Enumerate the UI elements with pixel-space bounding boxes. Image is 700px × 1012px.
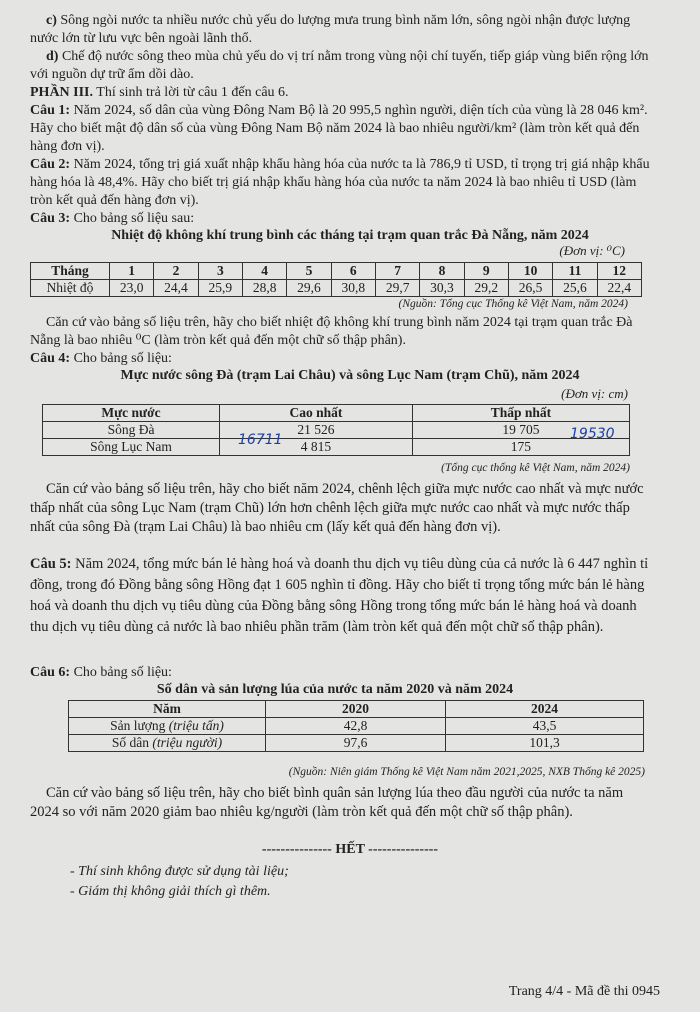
- table-row: [69, 718, 644, 735]
- table-cell: 30,3: [420, 280, 464, 297]
- table-cell: Số dân (triệu người): [69, 735, 266, 752]
- table-2-unit: (Đơn vị: cm): [561, 386, 628, 401]
- table-header: Mực nước: [43, 405, 220, 422]
- table-header: 2024: [446, 701, 644, 718]
- table-header: 2020: [266, 701, 446, 718]
- table-cell: 28,8: [242, 280, 286, 297]
- question-1: Câu 1: Năm 2024, số dân của vùng Đông Nam Bộ là 20 995,5 nghìn người, diện tích của vùng là 28 046 km². Hãy cho biết mật độ dân số của vùng Đông Nam Bộ năm 2024 là bao nhiêu người/km² (làm tròn kết quả đến hàng đơn vị).: [30, 103, 648, 154]
- table-row: [69, 701, 644, 718]
- question-3-prompt: Căn cứ vào bảng số liệu trên, hãy cho biết nhiệt độ không khí trung bình năm 2024 tại trạm quan trắc Đà Nẵng là bao nhiêu ⁰C (làm tròn kết quả đến một chữ số thập phân).: [30, 315, 633, 348]
- part-three-heading: PHẦN III. Thí sinh trả lời từ câu 1 đến câu 6.: [30, 85, 289, 100]
- table-cell: 101,3: [446, 735, 644, 752]
- table-row: [31, 280, 642, 297]
- table-3-title: Số dân và sản lượng lúa của nước ta năm 2020 và năm 2024: [156, 682, 514, 697]
- table-1-unit: (Đơn vị: ⁰C): [559, 243, 625, 258]
- table-cell: 42,8: [266, 718, 446, 735]
- handwritten-note: 16711: [238, 432, 283, 448]
- table-cell: 12: [597, 263, 641, 280]
- table-cell: 2: [154, 263, 198, 280]
- table-cell: 25,9: [198, 280, 242, 297]
- table-2-source: (Tổng cục thống kê Việt Nam, năm 2024): [441, 462, 630, 474]
- question-6: Câu 6: Cho bảng số liệu:: [30, 665, 172, 680]
- table-cell: 23,0: [110, 280, 154, 297]
- table-cell: 6: [331, 263, 375, 280]
- table-cell: 25,6: [553, 280, 597, 297]
- table-cell: Sông Lục Nam: [43, 439, 220, 456]
- question-4: Câu 4: Cho bảng số liệu:: [30, 351, 172, 366]
- table-header: Thấp nhất: [412, 405, 629, 422]
- table-2-title: Mực nước sông Đà (trạm Lai Châu) và sông Lục Nam (trạm Chũ), năm 2024: [120, 368, 580, 383]
- table-cell: 24,4: [154, 280, 198, 297]
- question-3: Câu 3: Cho bảng số liệu sau:: [30, 211, 195, 226]
- table-cell: 5: [287, 263, 331, 280]
- table-row: [43, 422, 630, 439]
- table-row: [31, 263, 642, 280]
- table-cell: 8: [420, 263, 464, 280]
- table-row: [43, 439, 630, 456]
- table-cell: 30,8: [331, 280, 375, 297]
- table-header: Cao nhất: [220, 405, 413, 422]
- table-3-source: (Nguồn: Niên giám Thống kê Việt Nam năm 2021,2025, NXB Thống kê 2025): [288, 766, 645, 778]
- table-cell: 22,4: [597, 280, 641, 297]
- handwritten-note: 19530: [570, 426, 615, 442]
- table-cell: 29,2: [464, 280, 508, 297]
- row-header: Nhiệt độ: [31, 280, 110, 297]
- table-cell: 4: [242, 263, 286, 280]
- table-cell: Sản lượng (triệu tấn): [69, 718, 266, 735]
- table-cell: Sông Đà: [43, 422, 220, 439]
- question-6-prompt: Căn cứ vào bảng số liệu trên, hãy cho biết bình quân sản lượng lúa theo đầu người của nước ta năm 2024 so với năm 2020 giảm bao nhiêu kg/người (làm tròn kết quả đến một chữ số thập phân).: [30, 785, 624, 820]
- table-cell: 97,6: [266, 735, 446, 752]
- table-cell: 26,5: [508, 280, 552, 297]
- table-cell: 29,6: [287, 280, 331, 297]
- table-cell: 19 705: [412, 422, 629, 439]
- table-cell: 11: [553, 263, 597, 280]
- option-c: c) Sông ngòi nước ta nhiều nước chủ yếu do lượng mưa trung bình năm lớn, sông ngòi nhận được lượng nước lớn từ lưu vực bên ngoài lãnh thổ.: [30, 13, 631, 46]
- question-5: Câu 5: Năm 2024, tổng mức bán lẻ hàng hoá và doanh thu dịch vụ tiêu dùng của cả nước là 6 447 nghìn tỉ đồng, trong đó Đồng bằng sông Hồng đạt 1 605 nghìn tỉ đồng. Hãy cho biết tỉ trọng tổng mức bán lẻ hàng hoá và doanh thu dịch vụ tiêu dùng của Đồng bằng sông Hồng trong tổng mức bán lẻ hàng hoá và doanh thu dịch vụ tiêu dùng cả nước là bao nhiêu phần trăm (làm tròn kết quả đến một chữ số thập phân).: [30, 556, 649, 635]
- option-d: d) Chế độ nước sông theo mùa chủ yếu do vị trí nằm trong vùng nội chí tuyến, tiếp giáp vùng biển rộng lớn với nguồn dự trữ ẩm dồi dào.: [30, 49, 649, 82]
- end-marker: --------------- HẾT ---------------: [261, 842, 439, 857]
- table-cell: 29,7: [375, 280, 419, 297]
- table-cell: 43,5: [446, 718, 644, 735]
- table-cell: 7: [375, 263, 419, 280]
- table-1-title: Nhiệt độ không khí trung bình các tháng tại trạm quan trắc Đà Nẵng, năm 2024: [111, 228, 589, 243]
- table-cell: 1: [110, 263, 154, 280]
- table-cell: 9: [464, 263, 508, 280]
- temperature-table: [30, 262, 642, 297]
- population-rice-table: [68, 700, 644, 752]
- table-cell: 21 526: [220, 422, 413, 439]
- table-cell: 175: [412, 439, 629, 456]
- table-1-source: (Nguồn: Tổng cục Thống kê Việt Nam, năm 2024): [398, 298, 628, 310]
- table-row: [69, 735, 644, 752]
- page-footer: Trang 4/4 - Mã đề thi 0945: [508, 984, 660, 999]
- table-cell: 10: [508, 263, 552, 280]
- table-header: Năm: [69, 701, 266, 718]
- exam-note: - Thí sinh không được sử dụng tài liệu;: [70, 864, 289, 879]
- row-header: Tháng: [31, 263, 110, 280]
- table-row: [43, 405, 630, 422]
- table-cell: 4 815: [220, 439, 413, 456]
- exam-note: - Giám thị không giải thích gì thêm.: [70, 884, 271, 899]
- water-level-table: [42, 404, 630, 456]
- table-cell: 3: [198, 263, 242, 280]
- question-4-prompt: Căn cứ vào bảng số liệu trên, hãy cho biết năm 2024, chênh lệch giữa mực nước cao nhất và mực nước thấp nhất của sông Lục Nam (trạm Chũ) lớn hơn chênh lệch giữa mực nước cao nhất và mực nước thấp nhất của sông Đà (trạm Lai Châu) là bao nhiêu cm (lấy kết quả đến hàng đơn vị).: [30, 481, 644, 535]
- question-2: Câu 2: Năm 2024, tổng trị giá xuất nhập khẩu hàng hóa của nước ta là 786,9 tỉ USD, tỉ trọng trị giá nhập khẩu hàng hóa là 48,4%. Hãy cho biết trị giá nhập khẩu hàng hóa của nước ta năm 2024 là bao nhiêu tỉ USD (làm tròn kết quả đến hàng đơn vị).: [30, 157, 650, 208]
